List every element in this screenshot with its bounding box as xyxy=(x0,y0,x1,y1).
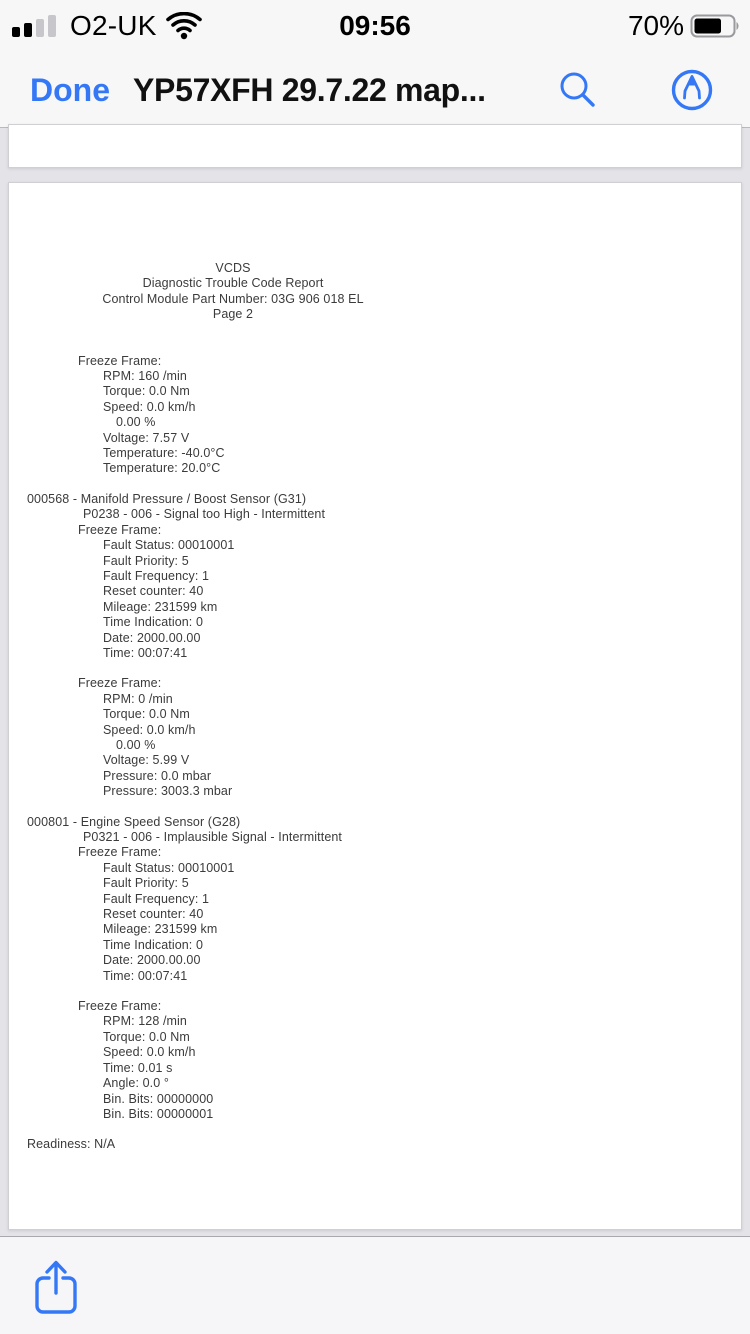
clock: 09:56 xyxy=(339,10,411,41)
doc-line: 0.00 % xyxy=(116,415,156,430)
doc-line: Temperature: 20.0°C xyxy=(103,461,221,476)
doc-header-line: VCDS xyxy=(215,261,251,275)
doc-line: 000568 - Manifold Pressure / Boost Sensor (G31) xyxy=(27,491,307,506)
markup-pen-icon xyxy=(670,68,714,112)
doc-block xyxy=(27,815,741,984)
report-header xyxy=(27,261,439,323)
doc-line: Torque: 0.0 Nm xyxy=(103,707,190,722)
doc-block xyxy=(27,1137,741,1152)
doc-line: Voltage: 5.99 V xyxy=(103,753,190,768)
page-2 xyxy=(8,182,742,1230)
doc-line: Fault Status: 00010001 xyxy=(103,860,235,875)
page-1-bottom-edge xyxy=(8,124,742,168)
doc-line: Bin. Bits: 00000000 xyxy=(103,1091,214,1106)
doc-line: Angle: 0.0 ° xyxy=(103,1076,169,1091)
doc-line: Time: 00:07:41 xyxy=(103,968,188,983)
battery-icon xyxy=(690,14,740,38)
doc-line: Fault Frequency: 1 xyxy=(103,891,210,906)
doc-line: Freeze Frame: xyxy=(78,999,162,1014)
doc-line: Speed: 0.0 km/h xyxy=(103,722,196,737)
doc-line: Freeze Frame: xyxy=(78,676,162,691)
battery-percent-label: 70% xyxy=(627,10,684,41)
doc-line: Fault Status: 00010001 xyxy=(103,538,235,553)
doc-line: Mileage: 231599 km xyxy=(103,922,218,937)
status-bar-right xyxy=(628,0,740,52)
doc-header-line: Page 2 xyxy=(212,307,254,322)
status-bar xyxy=(0,0,750,52)
share-button[interactable] xyxy=(28,1255,84,1319)
doc-line: Temperature: -40.0°C xyxy=(103,446,225,461)
doc-line: Reset counter: 40 xyxy=(103,907,204,922)
report-body xyxy=(27,354,741,1153)
doc-line: Date: 2000.00.00 xyxy=(103,630,201,645)
doc-line: Freeze Frame: xyxy=(78,522,162,537)
doc-line: Readiness: N/A xyxy=(27,1137,116,1152)
doc-line: Date: 2000.00.00 xyxy=(103,953,201,968)
doc-line: RPM: 128 /min xyxy=(103,1014,187,1029)
doc-line: P0238 - 006 - Signal too High - Intermittent xyxy=(83,507,326,522)
doc-block xyxy=(27,354,741,477)
doc-line: Mileage: 231599 km xyxy=(103,599,218,614)
document-viewer[interactable] xyxy=(0,128,750,1236)
doc-block xyxy=(27,999,741,1122)
doc-line: 0.00 % xyxy=(116,737,156,752)
carrier-label: O2-UK xyxy=(70,10,157,41)
doc-line: Bin. Bits: 00000001 xyxy=(103,1106,214,1121)
doc-line: Freeze Frame: xyxy=(78,353,162,368)
markup-button[interactable] xyxy=(668,52,716,128)
doc-line: Fault Priority: 5 xyxy=(103,876,189,891)
doc-line: 000801 - Engine Speed Sensor (G28) xyxy=(27,814,241,829)
doc-line: Torque: 0.0 Nm xyxy=(103,384,190,399)
search-button[interactable] xyxy=(554,52,602,128)
doc-line: Pressure: 3003.3 mbar xyxy=(103,784,233,799)
doc-line: Speed: 0.0 km/h xyxy=(103,399,196,414)
doc-line: Fault Priority: 5 xyxy=(103,553,189,568)
doc-line: P0321 - 006 - Implausible Signal - Intermittent xyxy=(83,830,342,844)
doc-line: Reset counter: 40 xyxy=(103,584,204,599)
search-icon xyxy=(557,69,599,111)
doc-line: Speed: 0.0 km/h xyxy=(103,1045,196,1060)
doc-header-line: Diagnostic Trouble Code Report xyxy=(142,276,324,291)
doc-line: RPM: 0 /min xyxy=(103,691,173,706)
doc-block xyxy=(27,676,741,799)
doc-line: Time: 0.01 s xyxy=(103,1060,173,1075)
document-title: YP57XFH 29.7.22 map... xyxy=(133,71,486,108)
doc-line: Time: 00:07:41 xyxy=(103,645,188,660)
doc-line: Pressure: 0.0 mbar xyxy=(103,768,212,783)
nav-bar xyxy=(0,52,750,128)
doc-line: RPM: 160 /min xyxy=(103,369,187,384)
done-button[interactable]: Done xyxy=(30,52,110,128)
bottom-toolbar xyxy=(0,1236,750,1334)
doc-header-line: Control Module Part Number: 03G 906 018 EL xyxy=(102,291,364,306)
doc-line: Torque: 0.0 Nm xyxy=(103,1029,190,1044)
share-icon xyxy=(32,1257,80,1317)
doc-line: Time Indication: 0 xyxy=(103,615,203,630)
doc-block xyxy=(27,492,741,661)
doc-line: Fault Frequency: 1 xyxy=(103,568,210,583)
doc-line: Freeze Frame: xyxy=(78,845,162,860)
doc-line: Time Indication: 0 xyxy=(103,937,203,952)
doc-line: Voltage: 7.57 V xyxy=(103,430,190,445)
